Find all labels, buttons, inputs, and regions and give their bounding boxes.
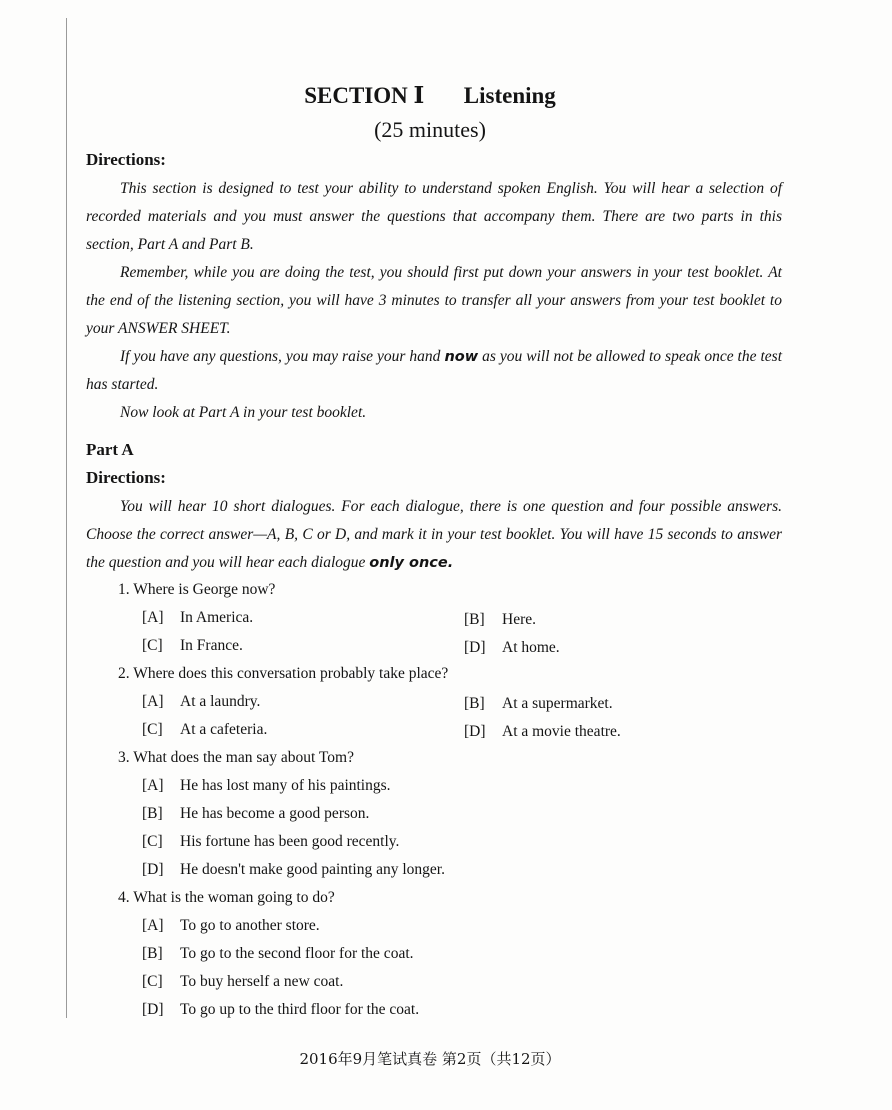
part-a-heading: Part A [86,440,134,459]
option[interactable]: [B] Here. [464,611,536,628]
section-label: SECTION [304,83,408,108]
question-2: 2. Where does this conversation probably take place? [118,665,449,682]
option[interactable]: [C] His fortune has been good recently. [142,833,400,850]
intro-paragraph-2: Remember, while you are doing the test, you should first put down your answers in your test booklet. At the end of the listening section, you will have 3 minutes to transfer all your answers from your test booklet to your ANSWER SHEET. [86,264,782,337]
page-footer: 2016年9月笔试真卷 第2页（共12页） [299,1050,561,1068]
option[interactable]: [D] At a movie theatre. [464,723,621,740]
intro-paragraph-4: Now look at Part A in your test booklet. [120,404,367,421]
option[interactable]: [C] To buy herself a new coat. [142,973,344,990]
emphasis-only-once: only once. [369,555,454,571]
option[interactable]: [A] To go to another store. [142,917,320,934]
option[interactable]: [D] At home. [464,639,560,656]
section-duration: (25 minutes) [374,117,486,142]
option[interactable]: [C] At a cafeteria. [142,721,268,738]
option[interactable]: [D] He doesn't make good painting any longer. [142,861,445,878]
intro-paragraph-1: This section is designed to test your ability to understand spoken English. You will hear a selection of recorded materials and you must answer the questions that accompany them. There are two parts in this section, Part A and Part B. [86,180,782,253]
question-3: 3. What does the man say about Tom? [118,749,354,766]
directions-heading: Directions: [86,150,166,169]
part-a-directions: You will hear 10 short dialogues. For each dialogue, there is one question and four possible answers. Choose the correct answer—A, B, C or D, and mark it in your test booklet. You will have 15 seconds to answer the question and you will hear each dialogue only once. [86,498,782,571]
option[interactable]: [C] In France. [142,637,243,654]
option[interactable]: [A] In America. [142,609,254,626]
option[interactable]: [A] He has lost many of his paintings. [142,777,391,794]
emphasis-now: now [444,349,479,365]
part-a-directions-heading: Directions: [86,468,166,487]
section-title [0,82,860,109]
page-margin-rule [66,18,67,1018]
option[interactable]: [B] At a supermarket. [464,695,613,712]
option[interactable]: [A] At a laundry. [142,693,261,710]
option[interactable]: [B] He has become a good person. [142,805,370,822]
intro-paragraph-3: If you have any questions, you may raise your hand now as you will not be allowed to speak once the test has started. [86,348,783,393]
question-1: 1. Where is George now? [118,581,276,598]
section-numeral: Ⅰ [413,83,425,108]
question-4: 4. What is the woman going to do? [118,889,335,906]
section-name: Listening [463,83,556,108]
option[interactable]: [B] To go to the second floor for the coat. [142,945,414,962]
option[interactable]: [D] To go up to the third floor for the coat. [142,1001,420,1018]
